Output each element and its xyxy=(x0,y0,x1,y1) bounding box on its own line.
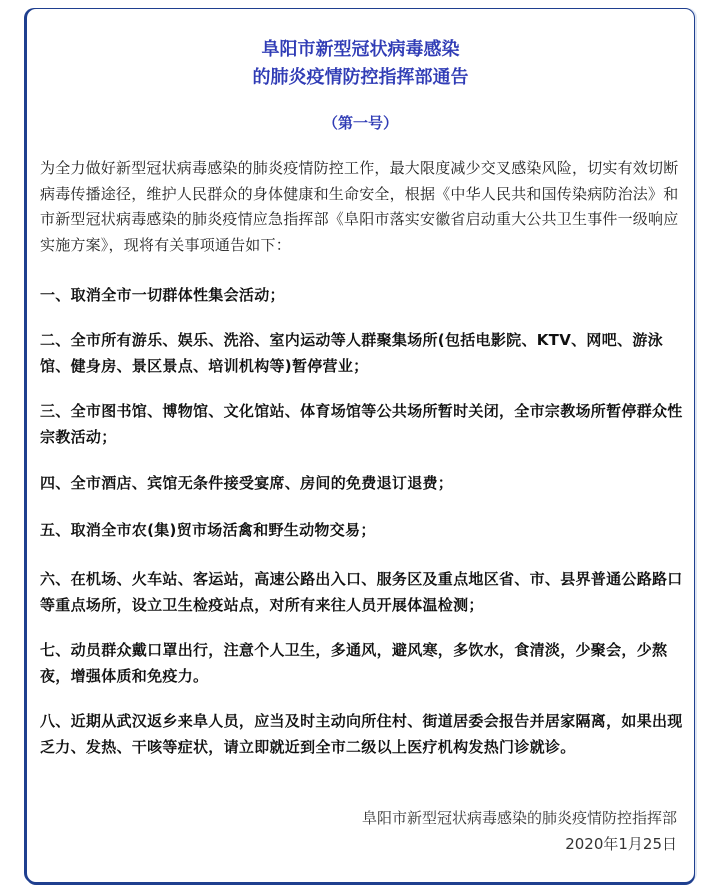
notice-item-4: 四、全市酒店、宾馆无条件接受宴席、房间的免费退订退费； xyxy=(40,474,454,492)
notice-title-line2: 的肺炎疫情防控指挥部通告 xyxy=(252,67,469,88)
notice-item-2: 二、全市所有游乐、娱乐、洗浴、室内运动等人群聚集场所(包括电影院、KTV、网吧、游泳馆、健身房、景区景点、培训机构等)暂停营业； xyxy=(40,331,663,375)
notice-item-5: 五、取消全市农(集)贸市场活禽和野生动物交易； xyxy=(40,521,376,539)
notice-title-line1: 阜阳市新型冠状病毒感染 xyxy=(261,39,460,60)
notice-item-6: 六、在机场、火车站、客运站，高速公路出入口、服务区及重点地区省、市、县界普通公路路口等重点场所，设立卫生检疫站点，对所有来往人员开展体温检测； xyxy=(40,570,683,614)
signature-organization: 阜阳市新型冠状病毒感染的肺炎疫情防控指挥部 xyxy=(361,809,677,827)
signature-date: 2020年1月25日 xyxy=(565,835,677,853)
notice-item-8: 八、近期从武汉返乡来阜人员，应当及时主动向所住村、街道居委会报告并居家隔离，如果出现乏力、发热、干咳等症状，请立即就近到全市二级以上医疗机构发热门诊就诊。 xyxy=(40,712,683,756)
notice-number: （第一号） xyxy=(322,114,398,132)
notice-intro: 为全力做好新型冠状病毒感染的肺炎疫情防控工作，最大限度减少交叉感染风险，切实有效切断病毒传播途径，维护人民群众的身体健康和生命安全，根据《中华人民共和国传染病防治法》和市新型冠状病毒感染的肺炎疫情应急指挥部《阜阳市落实安徽省启动重大公共卫生事件一级响应实施方案》，现将有关事项通告如下： xyxy=(40,159,679,254)
notice-item-3: 三、全市图书馆、博物馆、文化馆站、体育场馆等公共场所暂时关闭，全市宗教场所暂停群众性宗教活动； xyxy=(40,402,683,446)
notice-item-7: 七、动员群众戴口罩出行，注意个人卫生，多通风，避风寒，多饮水，食清淡，少聚会，少熬夜，增强体质和免疫力。 xyxy=(40,641,668,685)
notice-item-1: 一、取消全市一切群体性集会活动； xyxy=(40,286,285,304)
